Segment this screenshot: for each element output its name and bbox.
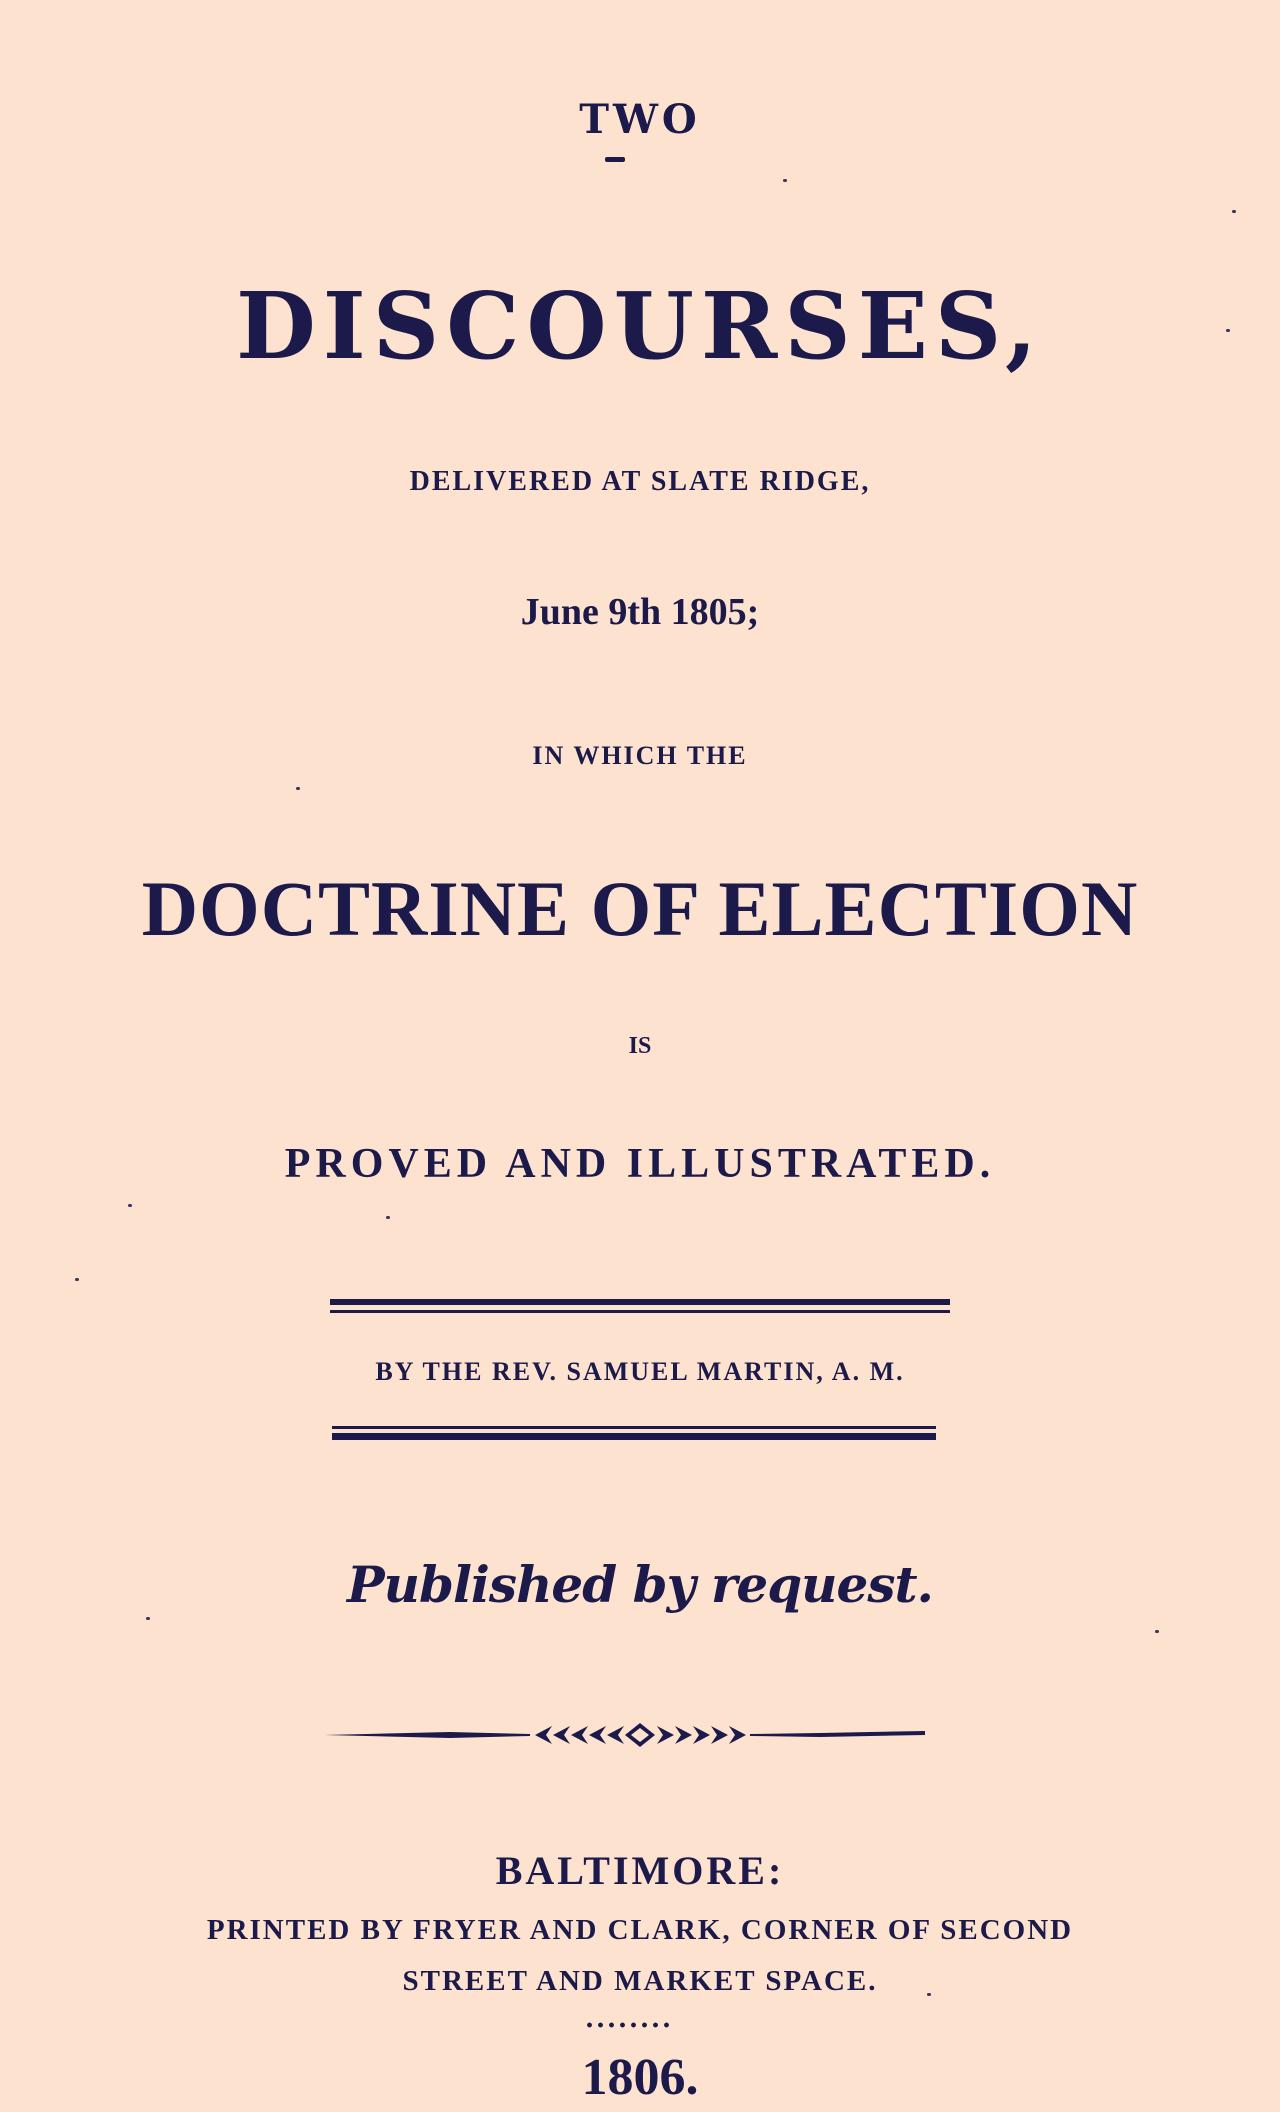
ink-speck (296, 787, 300, 790)
printer-line-1: PRINTED BY FRYER AND CLARK, CORNER OF SECOND (206, 1914, 1074, 1946)
ink-mark (605, 157, 625, 162)
ornament-rule (320, 1715, 930, 1755)
ink-speck (783, 179, 787, 182)
doctrine-heading: DOCTRINE OF ELECTION (141, 865, 1139, 952)
double-rule-bottom-thick (332, 1433, 936, 1440)
imprint-year: 1806. (581, 2049, 699, 2106)
main-title: DISCOURSES, (235, 272, 1045, 380)
dotted-rule (584, 2022, 672, 2028)
delivered-line: DELIVERED AT SLATE RIDGE, (409, 466, 871, 497)
imprint-place: BALTIMORE: (495, 1848, 785, 1893)
ink-speck (1155, 1630, 1159, 1633)
double-rule-top-thin (330, 1310, 950, 1313)
double-rule-bottom-thin (332, 1426, 936, 1429)
published-line: Published by request. (347, 1555, 933, 1614)
author-line: BY THE REV. SAMUEL MARTIN, A. M. (375, 1357, 905, 1386)
proved-line: PROVED AND ILLUSTRATED. (284, 1141, 996, 1187)
date-line: June 9th 1805; (520, 591, 760, 633)
ink-speck (386, 1216, 390, 1219)
double-rule-top-thick (330, 1299, 950, 1305)
is-line: IS (628, 1033, 652, 1059)
ink-speck (1232, 210, 1236, 213)
printer-line-2: STREET AND MARKET SPACE. (402, 1965, 878, 1997)
ink-speck (146, 1617, 150, 1620)
in-which-line: IN WHICH THE (532, 741, 748, 770)
ink-speck (1226, 329, 1230, 332)
ink-speck (75, 1278, 79, 1281)
ink-speck (128, 1204, 132, 1207)
ink-speck (927, 1993, 931, 1996)
word-two: TWO (579, 96, 701, 143)
